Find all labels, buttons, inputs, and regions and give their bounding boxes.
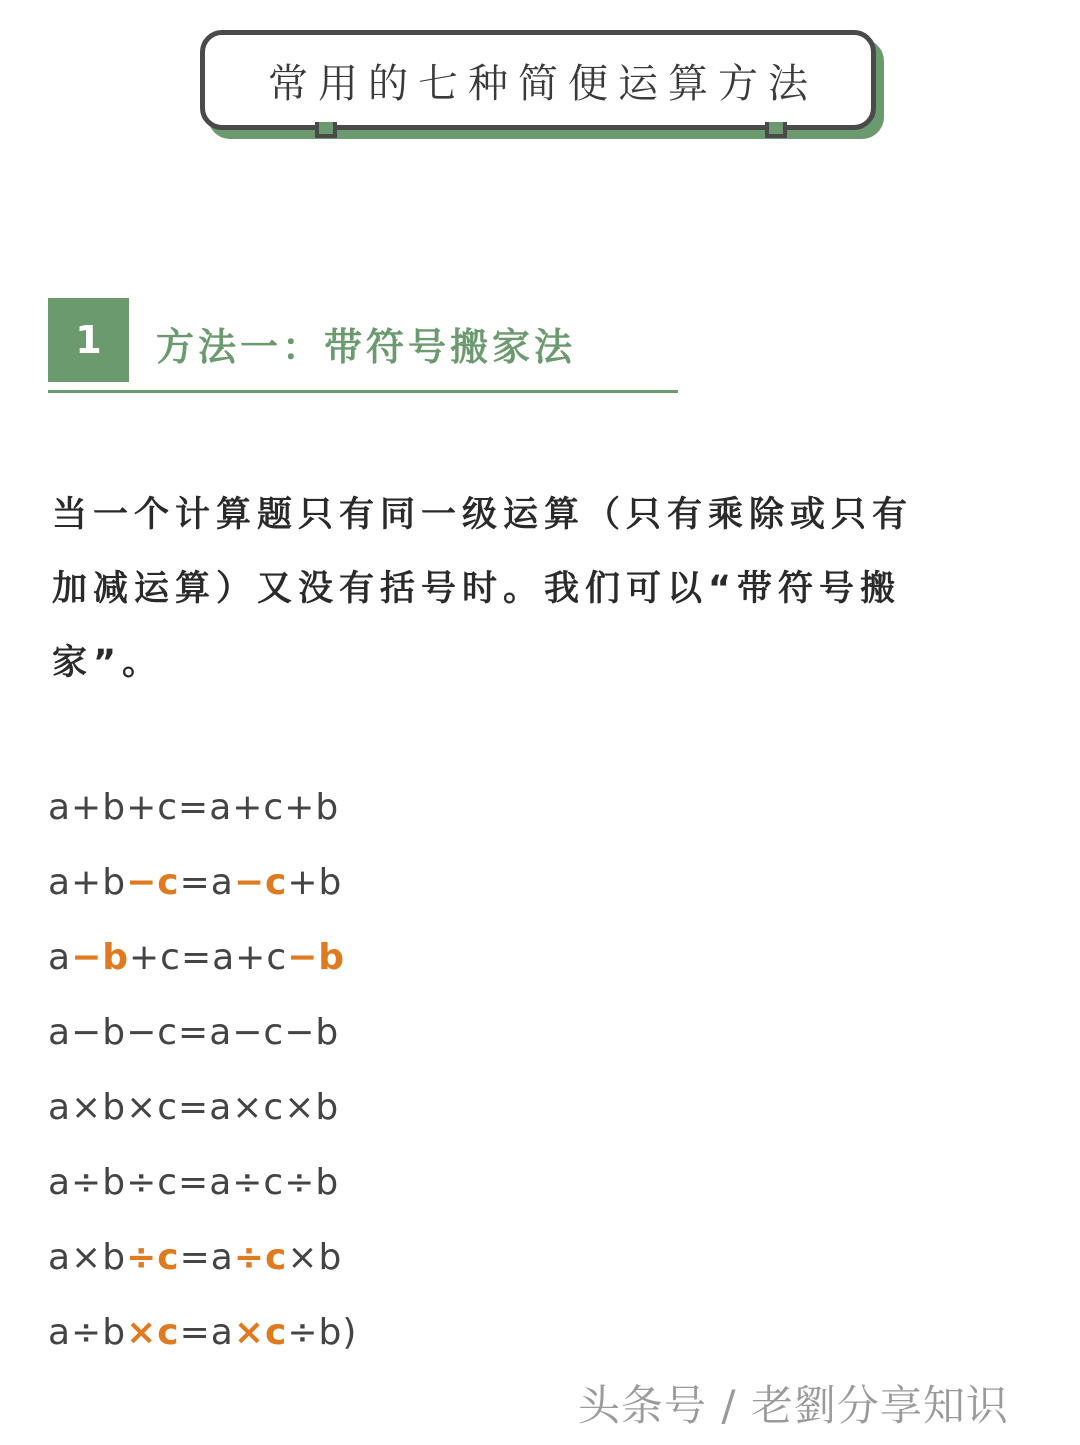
title-box-tab-left [315, 122, 337, 138]
formula-line [48, 1005, 357, 1080]
formula-highlight: −c [126, 862, 180, 903]
formula-line [48, 1305, 357, 1380]
formula-line [48, 780, 357, 855]
formula-segment: +b [287, 862, 343, 903]
section-underline [48, 390, 678, 393]
explanation-paragraph [52, 478, 1037, 700]
formula-segment: ×b [287, 1237, 343, 1278]
formula-highlight: −b [287, 937, 346, 978]
formula-highlight: ×c [233, 1312, 288, 1353]
paragraph-line: 家”。 [52, 643, 164, 683]
formula-highlight: ×c [126, 1312, 180, 1353]
watermark: 头条号 / 老劉分享知识 [578, 1381, 1009, 1430]
formula-segment: =a [179, 1237, 234, 1278]
section-header [48, 298, 678, 394]
paragraph-line: 加减运算）又没有括号时。我们可以“带符号搬 [52, 569, 902, 609]
formula-segment: =a [179, 1312, 234, 1353]
formula-segment: a+b [48, 862, 127, 903]
formula-list [48, 780, 357, 1380]
formula-segment: a×b [48, 1237, 127, 1278]
formula-highlight: −b [71, 937, 129, 978]
page-title: 常用的七种简便运算方法 [268, 60, 818, 107]
formula-segment: ÷b) [287, 1312, 358, 1353]
formula-line [48, 855, 357, 930]
formula-line [48, 930, 357, 1005]
formula-segment: a×b×c=a×c×b [48, 1087, 340, 1128]
section-number: 1 [48, 298, 129, 382]
formula-segment: a [48, 937, 72, 978]
title-box-tab-right [765, 122, 787, 138]
title-box [200, 30, 876, 130]
formula-highlight: ÷c [233, 1237, 288, 1278]
section-title: 方法一：带符号搬家法 [156, 325, 577, 369]
formula-line [48, 1080, 357, 1155]
formula-highlight: ÷c [126, 1237, 180, 1278]
paragraph-line: 当一个计算题只有同一级运算（只有乘除或只有 [52, 495, 914, 535]
formula-segment: =a [179, 862, 234, 903]
formula-segment: a−b−c=a−c−b [48, 1012, 340, 1053]
formula-segment: a÷b [48, 1312, 127, 1353]
formula-segment: a÷b÷c=a÷c÷b [48, 1162, 340, 1203]
formula-segment: +c=a+c [129, 937, 288, 978]
formula-segment: a+b+c=a+c+b [48, 787, 340, 828]
formula-line [48, 1155, 357, 1230]
formula-line [48, 1230, 357, 1305]
formula-highlight: −c [233, 862, 288, 903]
